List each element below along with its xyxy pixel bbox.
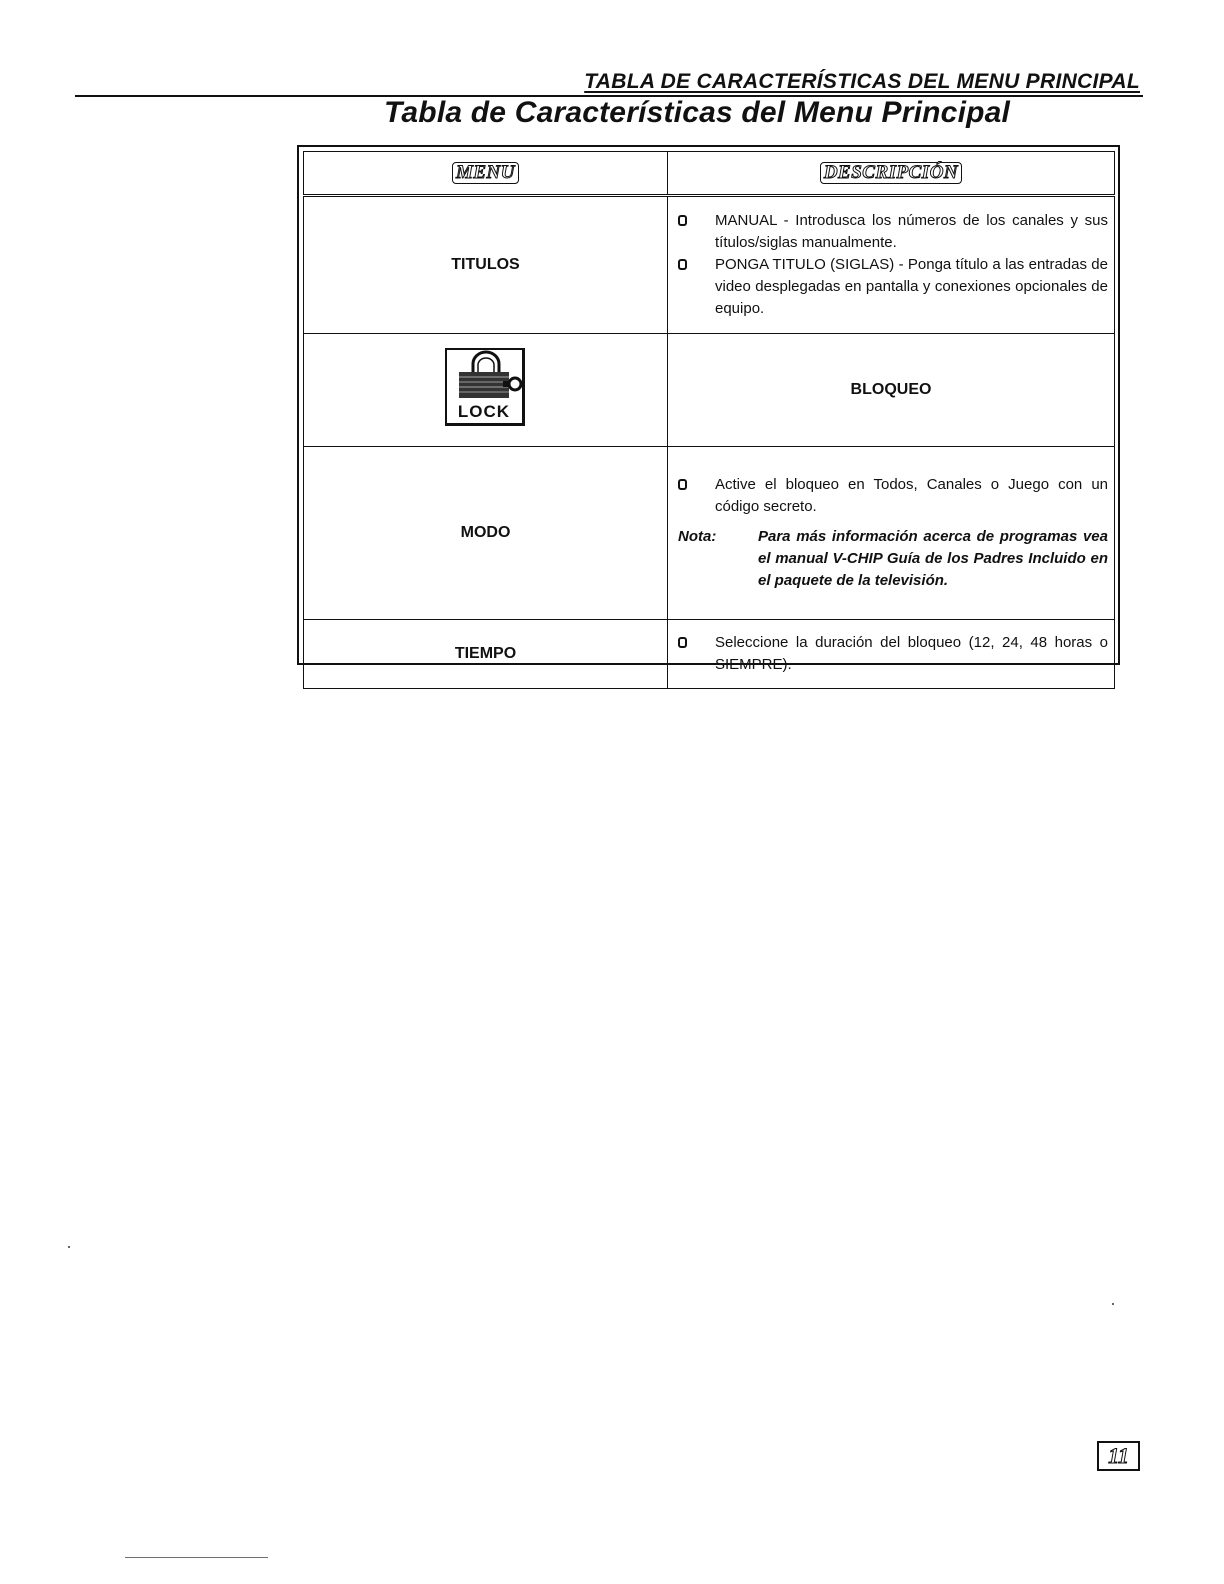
page-title: Tabla de Características del Menu Principal bbox=[384, 96, 1011, 129]
table-row bbox=[304, 196, 1115, 334]
header-descripcion-cell bbox=[668, 152, 1115, 196]
list-item bbox=[678, 474, 1108, 518]
header-menu-cell bbox=[304, 152, 668, 196]
item-text: Active el bloqueo en Todos, Canales o Juego con un código secreto. bbox=[715, 476, 1108, 515]
header-descripcion-label: DESCRIPCIÓN bbox=[820, 162, 962, 184]
running-head: TABLA DE CARACTERÍSTICAS DEL MENU PRINCIPAL bbox=[584, 70, 1140, 93]
checkbox-bullet-icon bbox=[678, 215, 687, 226]
page-number: 11 bbox=[1097, 1441, 1140, 1471]
menu-item-modo: MODO bbox=[304, 447, 668, 620]
scan-speck bbox=[68, 1246, 70, 1248]
description-cell bbox=[668, 447, 1115, 620]
table-row bbox=[304, 334, 1115, 447]
footer-rule bbox=[125, 1557, 268, 1558]
table-row bbox=[304, 620, 1115, 689]
list-item bbox=[678, 210, 1108, 254]
table-header-row bbox=[304, 152, 1115, 196]
item-text: MANUAL - Introdusca los números de los canales y sus títulos/siglas manualmente. bbox=[715, 212, 1108, 251]
list-item bbox=[678, 632, 1108, 676]
note bbox=[678, 526, 1108, 592]
description-cell bbox=[668, 196, 1115, 334]
table-row bbox=[304, 447, 1115, 620]
note-label: Nota: bbox=[678, 528, 717, 545]
menu-icon-cell bbox=[304, 334, 668, 447]
section-label-bloqueo: BLOQUEO bbox=[668, 334, 1115, 447]
menu-item-titulos: TITULOS bbox=[304, 196, 668, 334]
lock-icon bbox=[445, 348, 527, 428]
header-menu-label: MENU bbox=[452, 162, 519, 184]
description-cell bbox=[668, 620, 1115, 689]
checkbox-bullet-icon bbox=[678, 637, 687, 648]
note-text: Para más información acerca de programas vea el manual V-CHIP Guía de los Padres Incluido en el paquete de la televisión. bbox=[758, 528, 1108, 589]
lock-icon-label: LOCK bbox=[457, 401, 511, 421]
menu-item-tiempo: TIEMPO bbox=[304, 620, 668, 689]
scan-speck bbox=[1112, 1303, 1114, 1305]
checkbox-bullet-icon bbox=[678, 479, 687, 490]
checkbox-bullet-icon bbox=[678, 259, 687, 270]
list-item bbox=[678, 254, 1108, 320]
menu-features-table bbox=[297, 145, 1120, 673]
item-text: Seleccione la duración del bloqueo (12, 24, 48 horas o SIEMPRE). bbox=[715, 634, 1108, 673]
item-text: PONGA TITULO (SIGLAS) - Ponga título a las entradas de video desplegadas en pantalla y conexiones opcionales de equipo. bbox=[715, 256, 1108, 317]
